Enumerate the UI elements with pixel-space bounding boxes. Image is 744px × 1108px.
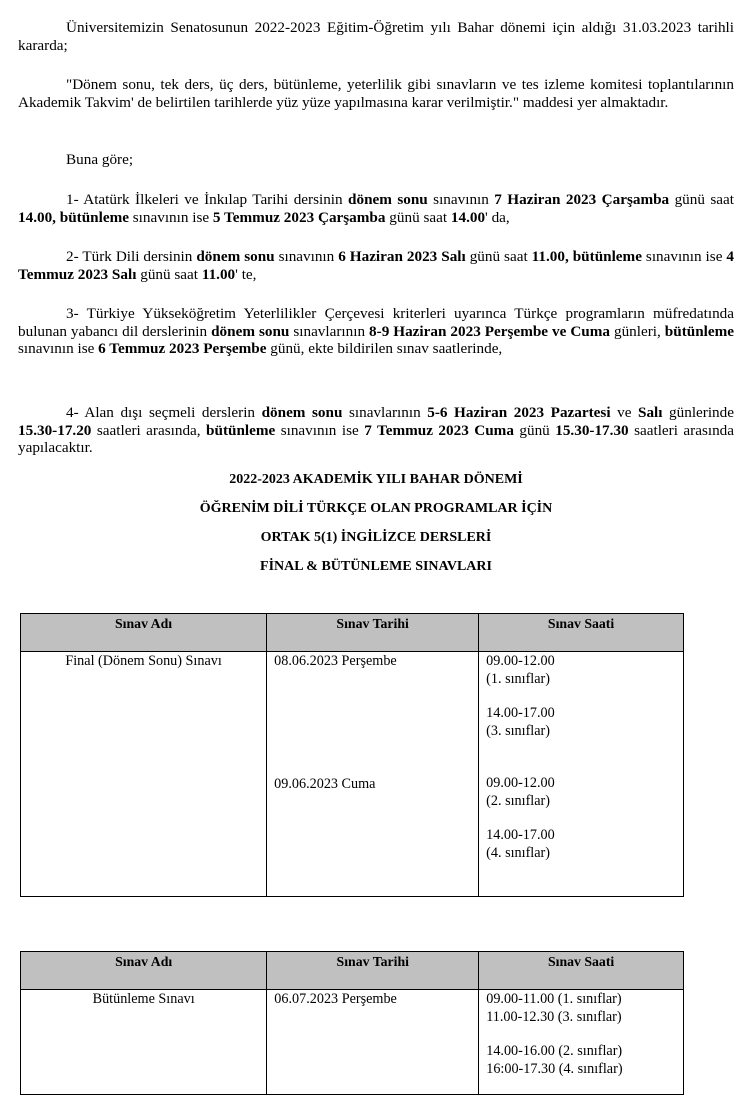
- makeup-slot-2: 11.00-12.30 (3. sınıflar): [486, 1008, 622, 1025]
- table-header-row: [21, 952, 684, 990]
- header-exam-name: Sınav Adı: [21, 614, 267, 652]
- table-row: [21, 652, 684, 897]
- schedule-headings: [18, 471, 734, 587]
- table-header-row: [21, 614, 684, 652]
- final-exam-name: Final (Dönem Sonu) Sınavı: [21, 652, 267, 897]
- makeup-exam-times: [479, 990, 684, 1095]
- header-exam-date: Sınav Tarihi: [267, 952, 479, 990]
- item-1-paragraph: 1- Atatürk İlkeleri ve İnkılap Tarihi dersinin dönem sonu sınavının 7 Haziran 2023 Çarşamba günü saat 14.00, bütünleme sınavının ise 5 Temmuz 2023 Çarşamba günü saat 14.00' da,: [18, 191, 734, 226]
- heading-exams: FİNAL & BÜTÜNLEME SINAVLARI: [260, 559, 492, 574]
- final-day2-slot1-group: (2. sınıflar): [486, 792, 550, 809]
- intro-paragraph: Üniversitemizin Senatosunun 2022-2023 Eğitim-Öğretim yılı Bahar dönemi için aldığı 31.03.2023 tarihli kararda;: [18, 19, 734, 54]
- makeup-exam-date: 06.07.2023 Perşembe: [267, 990, 479, 1095]
- makeup-exam-table: [20, 951, 684, 1095]
- decision-quote-paragraph: "Dönem sonu, tek ders, üç ders, bütünleme, yeterlilik gibi sınavların ve tes izleme komitesi toplantılarının Akademik Takvim' de belirtilen tarihlerde yüz yüze yapılmasına karar verilmiştir." maddesi yer almaktadır.: [18, 76, 734, 111]
- final-day1-slot1-time: 09.00-12.00: [486, 653, 555, 669]
- final-day2-slot1-time: 09.00-12.00: [486, 775, 555, 791]
- item-3-paragraph: 3- Türkiye Yükseköğretim Yeterlilikler Çerçevesi kriterleri uyarınca Türkçe programların müfredatında bulunan yabancı dil derslerinin dönem sonu sınavlarının 8-9 Haziran 2023 Perşembe ve Cuma günleri, bütünleme sınavının ise 6 Temmuz 2023 Perşembe günü, ekte bildirilen sınav saatlerinde,: [18, 305, 734, 357]
- final-day1-date: 08.06.2023 Perşembe: [274, 653, 397, 669]
- header-exam-time: Sınav Saati: [479, 952, 684, 990]
- item-4-paragraph: 4- Alan dışı seçmeli derslerin dönem sonu sınavlarının 5-6 Haziran 2023 Pazartesi ve Salı günlerinde 15.30-17.20 saatleri arasında, bütünleme sınavının ise 7 Temmuz 2023 Cuma günü 15.30-17.30 saatleri arasında yapılacaktır.: [18, 404, 735, 456]
- final-exam-table: [20, 613, 684, 897]
- heading-programs: ÖĞRENİM DİLİ TÜRKÇE OLAN PROGRAMLAR İÇİN: [199, 501, 553, 516]
- final-day2-slot2-group: (4. sınıflar): [486, 844, 550, 861]
- item-2-paragraph: 2- Türk Dili dersinin dönem sonu sınavının 6 Haziran 2023 Salı günü saat 11.00, bütünleme sınavının ise 4 Temmuz 2023 Salı günü saat 11.00' te,: [18, 248, 734, 283]
- makeup-slot-3: 14.00-16.00 (2. sınıflar): [486, 1043, 623, 1059]
- makeup-exam-name: Bütünleme Sınavı: [21, 990, 267, 1095]
- final-exam-times: [479, 652, 684, 897]
- accordingly-paragraph: Buna göre;: [66, 151, 134, 168]
- final-day1-slot1-group: (1. sınıflar): [486, 670, 550, 687]
- final-day2-slot2-time: 14.00-17.00: [486, 827, 555, 843]
- final-day1-slot2-group: (3. sınıflar): [486, 722, 550, 739]
- header-exam-time: Sınav Saati: [479, 614, 684, 652]
- makeup-slot-4: 16:00-17.30 (4. sınıflar): [486, 1060, 623, 1077]
- header-exam-name: Sınav Adı: [21, 952, 267, 990]
- heading-courses: ORTAK 5(1) İNGİLİZCE DERSLERİ: [260, 530, 492, 545]
- table-row: [21, 990, 684, 1095]
- final-day1-slot2-time: 14.00-17.00: [486, 705, 555, 721]
- final-day2-date: 09.06.2023 Cuma: [274, 775, 376, 792]
- makeup-slot-1: 09.00-11.00 (1. sınıflar): [486, 991, 622, 1007]
- final-exam-dates: [267, 652, 479, 897]
- header-exam-date: Sınav Tarihi: [267, 614, 479, 652]
- heading-academic-year: 2022-2023 AKADEMİK YILI BAHAR DÖNEMİ: [229, 472, 523, 487]
